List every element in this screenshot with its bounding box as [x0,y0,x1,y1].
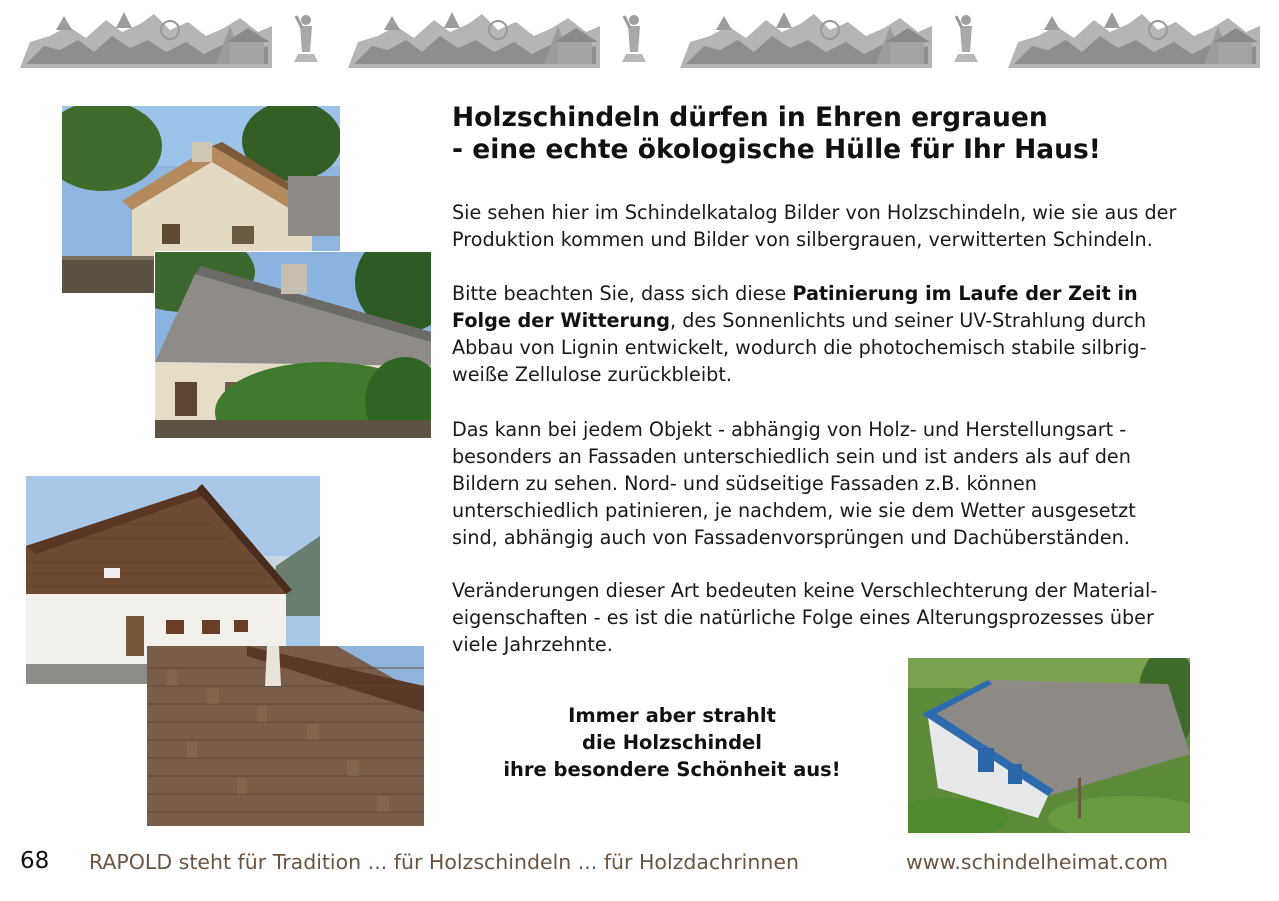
paragraph-line: sind, abhängig auch von Fassadenvorsprüngen und Dachüberständen. [452,526,1130,549]
slogan-line-2: die Holzschindel [582,731,762,754]
paragraph-line: unterschiedlich patinieren, je nachdem, wie sie dem Wetter ausgesetzt [452,499,1136,522]
paragraph-text: Bitte beachten Sie, dass sich diese [452,282,793,305]
paragraph-line: Veränderungen dieser Art bedeuten keine Verschlechterung der Material- [452,579,1158,602]
slogan [452,702,892,783]
photo-house-blue-trim [908,658,1190,833]
page-number: 68 [20,848,50,874]
page-heading [452,102,1232,166]
paragraph-variation [452,416,1252,551]
slogan-line-1: Immer aber strahlt [568,704,776,727]
paragraph-line: weiße Zellulose zurückbleibt. [452,363,732,386]
footer-website-url: www.schindelheimat.com [906,850,1169,874]
paragraph-patina [452,280,1252,388]
photo-shingle-wall-closeup [147,646,424,826]
paragraph-line: eigenschaften - es ist die natürliche Folge eines Alterungsprozesses über [452,606,1154,629]
bold-emphasis: Folge der Witterung [452,309,671,332]
footer-tagline: RAPOLD steht für Tradition ... für Holzschindeln ... für Holzdachrinnen [89,850,799,874]
paragraph-line: viele Jahrzehnte. [452,633,613,656]
bold-emphasis: Patinierung im Laufe der Zeit in [792,282,1138,305]
paragraph-aging [452,577,1252,658]
photo-house-weathered-roof [155,252,431,438]
paragraph-line: Bildern zu sehen. Nord- und südseitige Fassaden z.B. können [452,472,1037,495]
paragraph-line: besonders an Fassaden unterschiedlich sein und ist anders als auf den [452,445,1131,468]
paragraph-text: , des Sonnenlichts und seiner UV-Strahlung durch [670,309,1147,332]
paragraph-line [452,280,1252,307]
frieze-artwork [0,0,1279,80]
paragraph-line [452,307,1252,334]
paragraph-line: Das kann bei jedem Objekt - abhängig von Holz- und Herstellungsart - [452,418,1127,441]
header-frieze-ornament [0,0,1279,80]
paragraph-line: Sie sehen hier im Schindelkatalog Bilder von Holzschindeln, wie sie aus der [452,201,1177,224]
slogan-line-3: ihre besondere Schönheit aus! [503,758,841,781]
paragraph-line: Produktion kommen und Bilder von silbergrauen, verwitterten Schindeln. [452,228,1153,251]
paragraph-line: Abbau von Lignin entwickelt, wodurch die photochemisch stabile silbrig- [452,336,1147,359]
heading-line-2: - eine echte ökologische Hülle für Ihr Haus! [452,134,1101,165]
heading-line-1: Holzschindeln dürfen in Ehren ergrauen [452,102,1048,133]
paragraph-intro [452,199,1252,253]
